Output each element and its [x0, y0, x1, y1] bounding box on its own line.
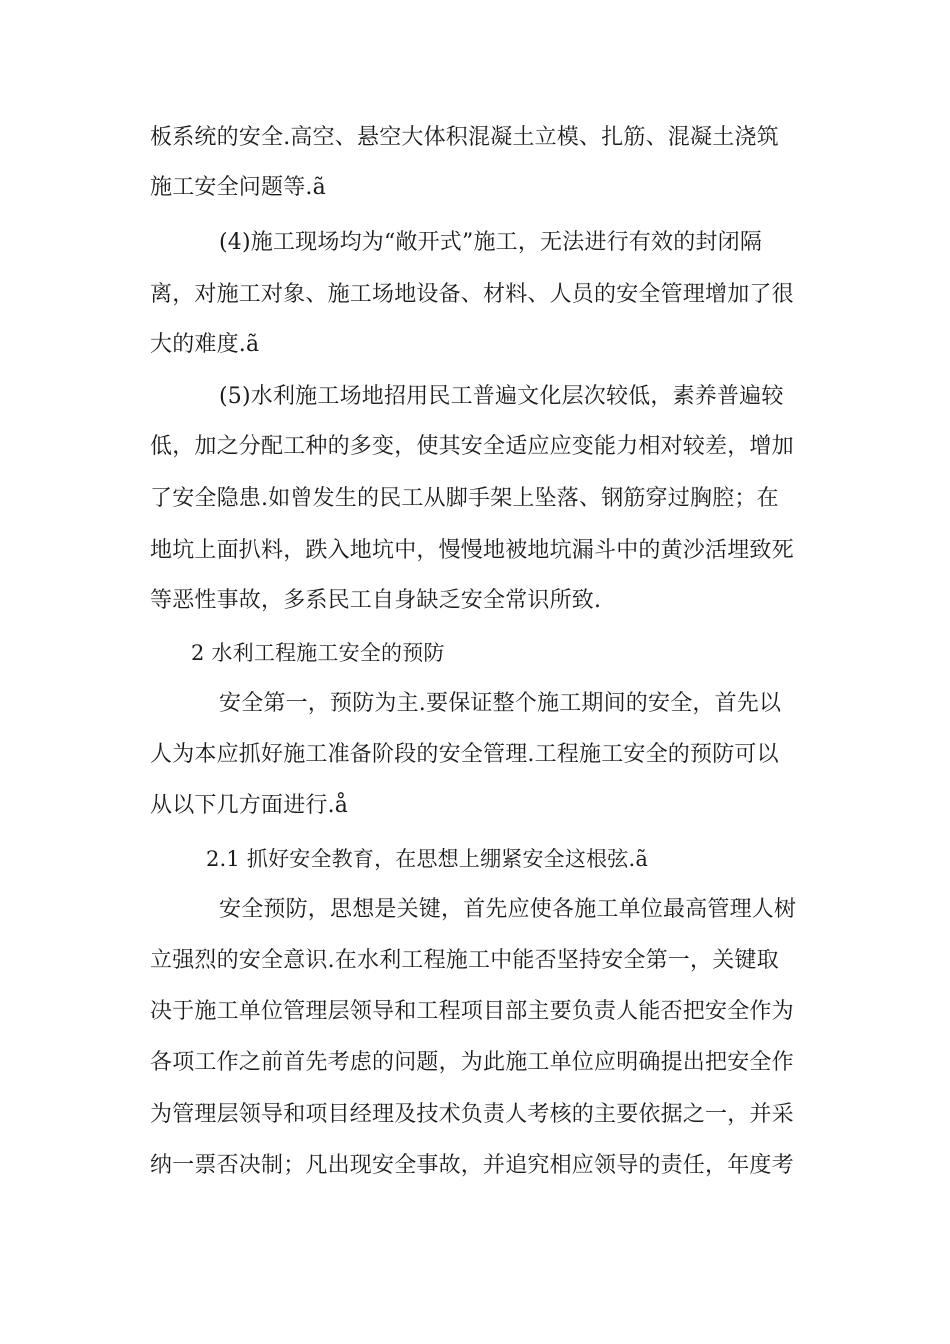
text-line: 安全预防，思想是关键，首先应使各施工单位最高管理人树	[219, 897, 797, 922]
text-line: 为管理层领导和项目经理及技术负责人考核的主要依据之一，并采	[150, 1102, 794, 1127]
section-heading: 2 水利工程施工安全的预防	[191, 641, 445, 665]
text-line: 离，对施工对象、施工场地设备、材料、人员的安全管理增加了很	[150, 282, 794, 307]
text-line: 大的难度.ã	[150, 332, 260, 357]
text-line: 决于施工单位管理层领导和工程项目部主要负责人能否把安全作为	[150, 999, 794, 1024]
text-line: 地坑上面扒料，跌入地坑中，慢慢地被地坑漏斗中的黄沙活埋致死	[150, 538, 794, 563]
text-line: 安全第一，预防为主.要保证整个施工期间的安全，首先以	[219, 691, 782, 716]
text-line: 纳一票否决制；凡出现安全事故，并追究相应领导的责任，年度考	[150, 1153, 794, 1178]
subsection-heading: 2.1 抓好安全教育，在思想上绷紧安全这根弦.ã	[206, 847, 649, 871]
text-line: 施工安全问题等.ã	[150, 175, 326, 200]
text-line: 低，加之分配工种的多变，使其安全适应应变能力相对较差，增加	[150, 434, 794, 459]
text-line: 人为本应抓好施工准备阶段的安全管理.工程施工安全的预防可以	[150, 742, 779, 767]
text-line: 从以下几方面进行.å	[150, 793, 349, 818]
text-line: 等恶性事故，多系民工自身缺乏安全常识所致.	[150, 588, 602, 613]
text-line: 板系统的安全.高空、悬空大体积混凝土立模、扎筋、混凝土浇筑	[150, 125, 779, 150]
text-line: (4)施工现场均为“敞开式”施工，无法进行有效的封闭隔	[219, 230, 763, 255]
text-line: 了安全隐患.如曾发生的民工从脚手架上坠落、钢筋穿过胸腔；在	[150, 486, 779, 511]
text-line: 立强烈的安全意识.在水利工程施工中能否坚持安全第一，关键取	[150, 948, 779, 973]
text-line: 各项工作之前首先考虑的问题，为此施工单位应明确提出把安全作	[150, 1050, 794, 1075]
text-line: (5)水利施工场地招用民工普遍文化层次较低，素养普遍较	[219, 384, 784, 409]
